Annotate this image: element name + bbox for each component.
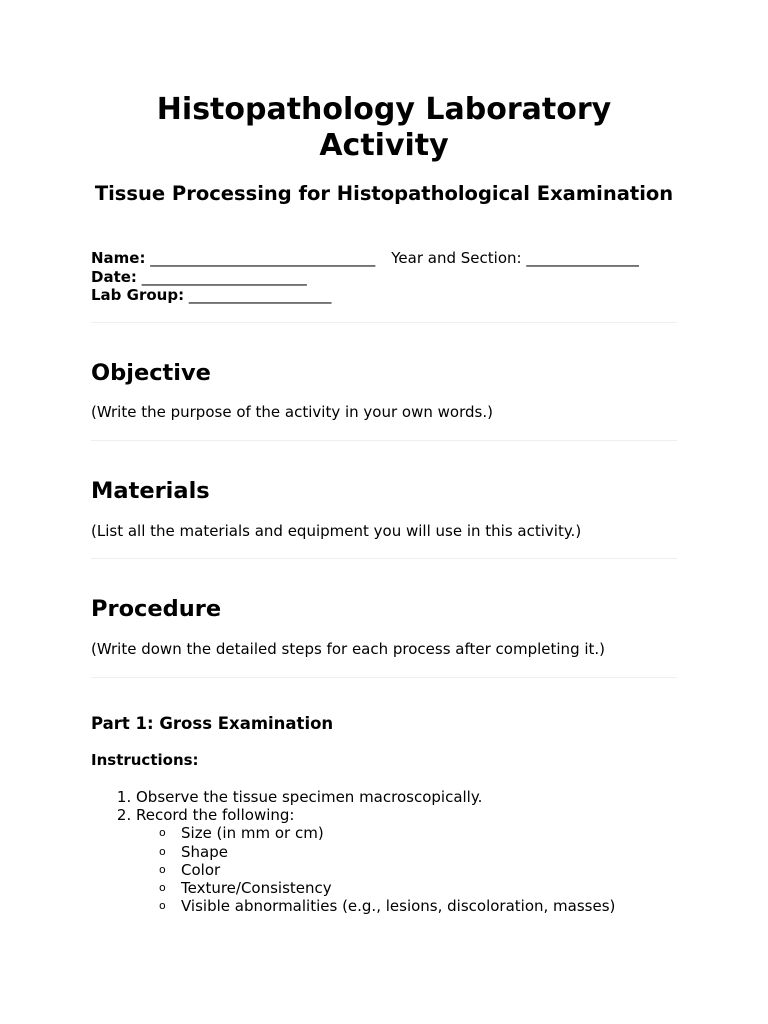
objective-heading: Objective bbox=[91, 360, 211, 386]
objective-prompt: (Write the purpose of the activity in your own words.) bbox=[91, 403, 493, 421]
record-item bbox=[159, 879, 615, 898]
part1-heading: Part 1: Gross Examination bbox=[91, 714, 334, 733]
record-items-list bbox=[136, 824, 615, 915]
section-divider bbox=[91, 558, 677, 559]
lab-group-label: Lab Group: bbox=[91, 286, 185, 304]
materials-heading: Materials bbox=[91, 478, 210, 504]
date-blank: ______________________ bbox=[141, 267, 307, 286]
hollow-bullet-icon: o bbox=[159, 844, 166, 858]
step-text: Observe the tissue specimen macroscopically. bbox=[136, 788, 483, 806]
year-section-label: Year and Section: bbox=[391, 249, 522, 267]
record-item-text: Shape bbox=[181, 842, 228, 861]
year-section-blank: _______________ bbox=[526, 249, 639, 267]
section-divider bbox=[91, 677, 677, 678]
section-divider bbox=[91, 322, 677, 323]
procedure-heading: Procedure bbox=[91, 596, 222, 622]
procedure-prompt: (Write down the detailed steps for each process after completing it.) bbox=[91, 640, 606, 658]
materials-prompt: (List all the materials and equipment you will use in this activity.) bbox=[91, 522, 582, 540]
document-subtitle: Tissue Processing for Histopathological Examination bbox=[94, 182, 674, 205]
step-item bbox=[136, 788, 615, 806]
record-item-text: Visible abnormalities (e.g., lesions, discoloration, masses) bbox=[181, 897, 616, 916]
name-blank: ______________________________ bbox=[150, 249, 376, 267]
lab-group-row bbox=[91, 286, 677, 305]
record-item bbox=[159, 860, 615, 879]
instruction-steps-list bbox=[91, 788, 615, 915]
record-item-text: Size (in mm or cm) bbox=[181, 824, 324, 843]
instructions-label: Instructions: bbox=[91, 751, 199, 769]
name-row bbox=[91, 249, 677, 268]
date-row bbox=[91, 268, 677, 287]
record-item bbox=[159, 842, 615, 861]
hollow-bullet-icon: o bbox=[159, 881, 166, 895]
hollow-bullet-icon: o bbox=[159, 826, 166, 840]
date-label: Date: bbox=[91, 267, 137, 286]
hollow-bullet-icon: o bbox=[159, 899, 166, 913]
step-text: Record the following: bbox=[136, 806, 295, 825]
lab-group-blank: ___________________ bbox=[188, 286, 332, 304]
record-item-text: Color bbox=[181, 860, 221, 879]
record-item bbox=[159, 897, 616, 916]
name-label: Name: bbox=[91, 249, 146, 267]
hollow-bullet-icon: o bbox=[159, 862, 166, 876]
document-title: Histopathology Laboratory Activity bbox=[156, 92, 612, 163]
step-item bbox=[136, 806, 615, 915]
student-info-block bbox=[91, 249, 677, 305]
record-item bbox=[159, 824, 615, 843]
section-divider bbox=[91, 440, 677, 441]
record-item-text: Texture/Consistency bbox=[181, 879, 332, 898]
